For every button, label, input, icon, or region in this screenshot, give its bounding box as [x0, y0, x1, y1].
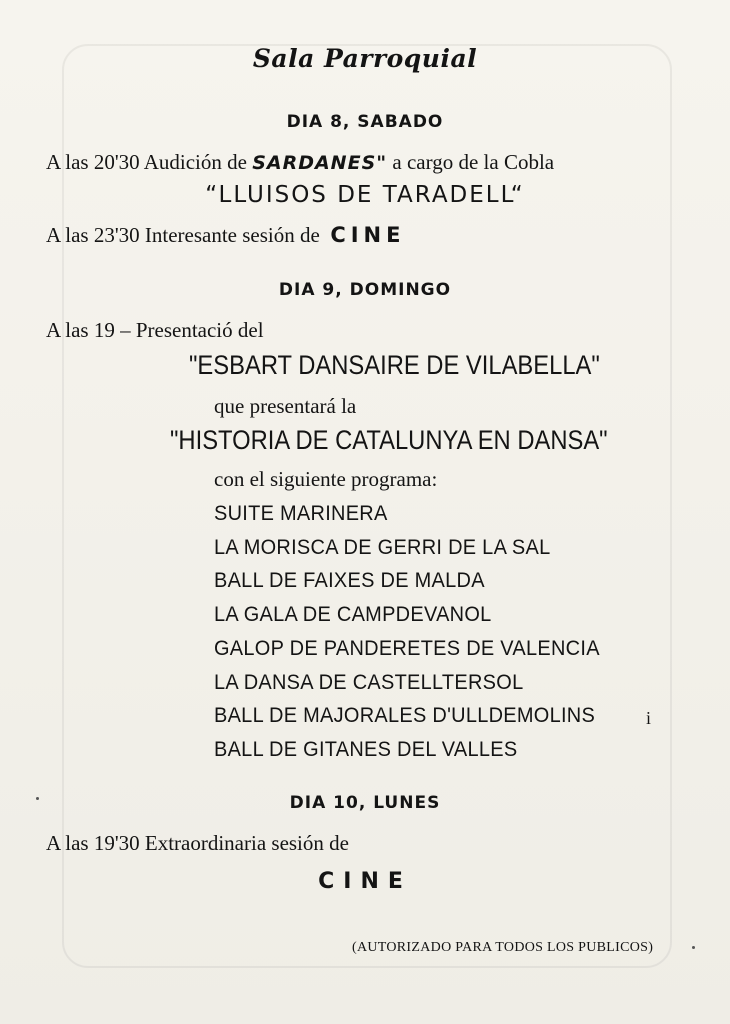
program-item: LA GALA DE CAMPDEVANOL — [214, 603, 492, 626]
program-connector: i — [646, 708, 652, 728]
program-item: BALL DE MAJORALES D'ULLDEMOLINS — [214, 704, 596, 727]
day-8-line-2-prefix: A las 23'30 Interesante sesión de — [46, 223, 320, 247]
program-item: BALL DE GITANES DEL VALLES — [214, 738, 518, 761]
day-10-heading: DIA 10, LUNES — [289, 793, 441, 813]
day-9-heading: DIA 9, DOMINGO — [278, 280, 452, 300]
page-title: Sala Parroquial — [252, 44, 478, 73]
program-item: LA MORISCA DE GERRI DE LA SAL — [214, 536, 551, 559]
day-9-line-2: que presentará la — [214, 394, 357, 418]
day-8-line-1-suffix: a cargo de la Cobla — [392, 150, 555, 174]
cobla-name: “LLUISOS DE TARADELL“ — [205, 182, 525, 208]
print-speck — [692, 946, 695, 949]
program-item: GALOP DE PANDERETES DE VALENCIA — [214, 637, 600, 660]
day-10-line-1: A las 19'30 Extraordinaria sesión de — [46, 831, 349, 855]
cine-label-centered: CINE — [318, 869, 412, 894]
authorization-note: (AUTORIZADO PARA TODOS LOS PUBLICOS) — [352, 940, 654, 955]
esbart-name: "ESBART DANSAIRE DE VILABELLA" — [189, 350, 600, 380]
day-8-line-1-prefix: A las 20'30 Audición de — [46, 150, 247, 174]
day-9-line-1: A las 19 – Presentació del — [46, 318, 264, 342]
program-item: SUITE MARINERA — [214, 502, 388, 525]
day-8-heading: DIA 8, SABADO — [286, 112, 444, 132]
cine-label-inline: CINE — [330, 223, 406, 247]
show-title: "HISTORIA DE CATALUNYA EN DANSA" — [170, 425, 608, 455]
day-9-line-3: con el siguiente programa: — [214, 467, 438, 491]
day-8-line-1 — [46, 150, 554, 175]
print-speck — [36, 797, 39, 800]
sardanes-label: SARDANES" — [252, 152, 388, 174]
program-item: LA DANSA DE CASTELLTERSOL — [214, 671, 524, 694]
program-item: BALL DE FAIXES DE MALDA — [214, 569, 485, 592]
day-8-line-2 — [46, 223, 405, 248]
